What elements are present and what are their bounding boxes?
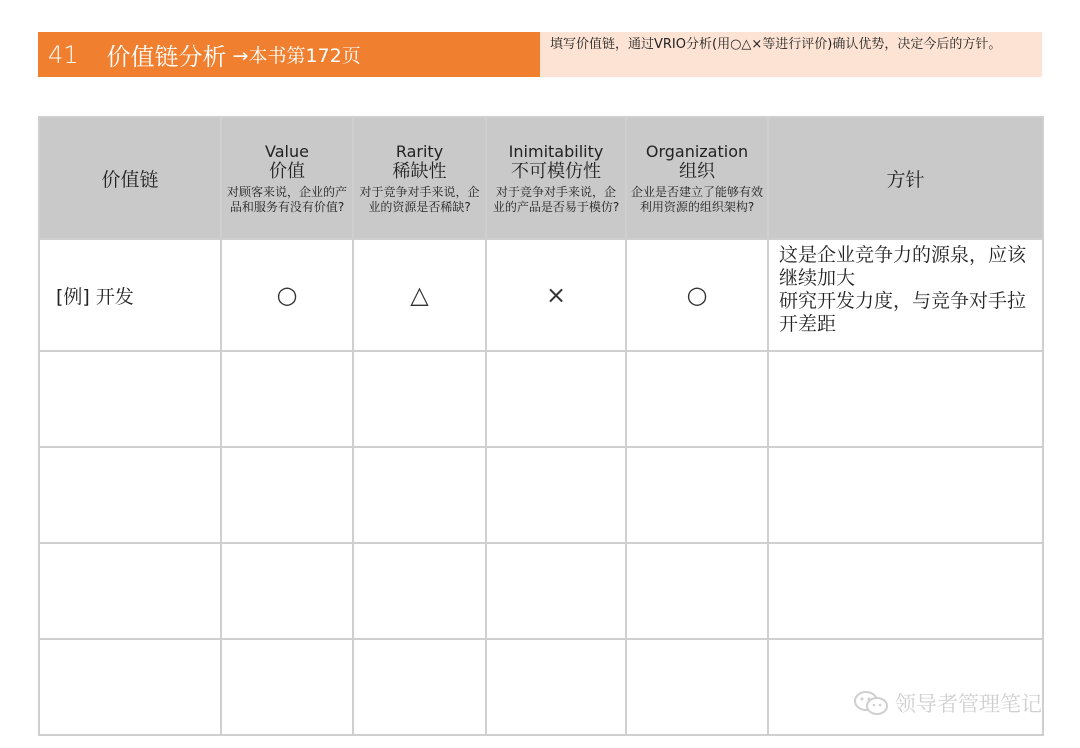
watermark-text: 领导者管理笔记 — [895, 692, 1042, 716]
table-cell[interactable] — [221, 351, 353, 447]
table-cell[interactable] — [39, 543, 221, 639]
header-organization: Organization 组织 企业是否建立了能够有效利用资源的组织架构? — [626, 117, 768, 239]
table-cell[interactable] — [626, 447, 768, 543]
table-row — [39, 351, 1043, 447]
header-title-bar — [38, 32, 540, 77]
vrio-table — [38, 116, 1044, 736]
instruction-text: 填写价值链，通过VRIO分析(用○△×等进行评价)确认优势，决定今后的方针。 — [540, 32, 1042, 77]
example-rarity-rating: △ — [353, 239, 486, 351]
table-row — [39, 543, 1043, 639]
table-cell[interactable] — [221, 639, 353, 735]
table-cell[interactable] — [626, 351, 768, 447]
example-value-rating: ○ — [221, 239, 353, 351]
table-cell[interactable] — [353, 639, 486, 735]
wechat-icon — [853, 690, 889, 716]
table-cell[interactable] — [626, 639, 768, 735]
table-cell[interactable] — [221, 447, 353, 543]
table-row — [39, 447, 1043, 543]
table-cell[interactable] — [486, 543, 626, 639]
example-inimitability-rating: × — [486, 239, 626, 351]
table-row — [39, 639, 1043, 735]
table-cell[interactable] — [486, 351, 626, 447]
table-cell[interactable] — [768, 543, 1043, 639]
table-cell[interactable] — [39, 639, 221, 735]
table-cell[interactable] — [768, 639, 1043, 735]
header-inimitability: Inimitability 不可模仿性 对于竞争对手来说，企业的产品是否易于模仿? — [486, 117, 626, 239]
header-value: Value 价值 对顾客来说，企业的产品和服务有没有价值? — [221, 117, 353, 239]
watermark — [853, 688, 1042, 718]
table-cell[interactable] — [626, 543, 768, 639]
table-cell[interactable] — [353, 543, 486, 639]
header-value-chain: 价值链 — [39, 117, 221, 239]
table-row-example — [39, 239, 1043, 351]
table-cell[interactable] — [486, 639, 626, 735]
header-policy: 方针 — [768, 117, 1043, 239]
page-header — [38, 32, 1042, 77]
example-organization-rating: ○ — [626, 239, 768, 351]
table-cell[interactable] — [39, 447, 221, 543]
table-cell[interactable] — [486, 447, 626, 543]
table-cell[interactable] — [221, 543, 353, 639]
table-cell[interactable] — [353, 351, 486, 447]
table-cell[interactable] — [39, 351, 221, 447]
example-policy: 这是企业竞争力的源泉，应该继续加大 研究开发力度，与竞争对手拉开差距 — [768, 239, 1043, 351]
table-cell[interactable] — [768, 447, 1043, 543]
section-number: 41 — [48, 40, 79, 69]
table-cell[interactable] — [353, 447, 486, 543]
page-reference: →本书第172页 — [232, 45, 361, 67]
example-label: [例] 开发 — [39, 239, 221, 351]
header-rarity: Rarity 稀缺性 对于竞争对手来说，企业的资源是否稀缺? — [353, 117, 486, 239]
table-header-row — [39, 117, 1043, 239]
table-cell[interactable] — [768, 351, 1043, 447]
section-title: 价值链分析 — [106, 43, 227, 71]
